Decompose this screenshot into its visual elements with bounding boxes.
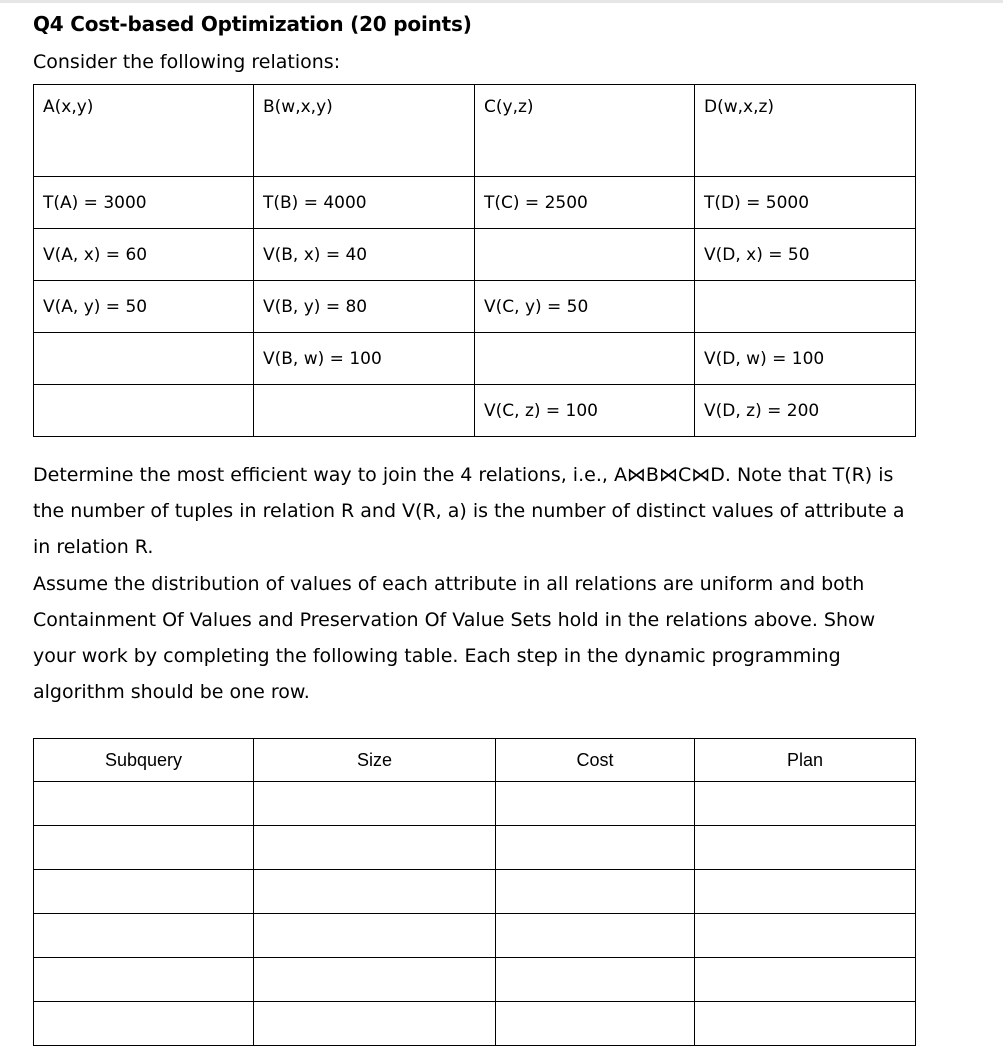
table-row: [34, 333, 916, 385]
stat-cell: V(D, w) = 100: [695, 333, 916, 385]
question-title: Q4 Cost-based Optimization (20 points): [33, 12, 472, 36]
stat-cell: V(C, z) = 100: [475, 385, 695, 437]
table-row: [34, 177, 916, 229]
intro-text: Consider the following relations:: [33, 51, 341, 73]
column-header-size: Size: [254, 739, 496, 782]
table-row: [34, 229, 916, 281]
empty-cell[interactable]: [254, 958, 496, 1002]
stat-cell: [475, 229, 695, 281]
stat-cell: [254, 385, 475, 437]
stat-cell: V(A, x) = 60: [34, 229, 254, 281]
empty-cell[interactable]: [496, 914, 695, 958]
stat-cell: V(B, y) = 80: [254, 281, 475, 333]
empty-cell[interactable]: [695, 870, 916, 914]
table-row: [34, 782, 916, 826]
plan-table: [33, 738, 916, 1046]
table-row: [34, 281, 916, 333]
stat-cell: V(D, z) = 200: [695, 385, 916, 437]
stat-cell: V(B, w) = 100: [254, 333, 475, 385]
table-row: [34, 914, 916, 958]
relations-header-row: [34, 85, 916, 177]
empty-cell[interactable]: [34, 914, 254, 958]
stat-cell: [34, 385, 254, 437]
assumptions-paragraph: Assume the distribution of values of each attribute in all relations are uniform and both Containment Of Values and Preservation Of Value Sets hold in the relations above. Show your work by completing the following table. Each step in the dynamic programming algorithm should be one row.: [33, 573, 876, 703]
relation-header: D(w,x,z): [695, 85, 916, 177]
empty-cell[interactable]: [254, 870, 496, 914]
stat-cell: T(C) = 2500: [475, 177, 695, 229]
stat-cell: T(B) = 4000: [254, 177, 475, 229]
plan-header-row: [34, 739, 916, 782]
empty-cell[interactable]: [254, 914, 496, 958]
column-header-plan: Plan: [695, 739, 916, 782]
relation-header: B(w,x,y): [254, 85, 475, 177]
stat-cell: V(C, y) = 50: [475, 281, 695, 333]
table-row: [34, 385, 916, 437]
relation-header: A(x,y): [34, 85, 254, 177]
empty-cell[interactable]: [254, 826, 496, 870]
relations-table: [33, 84, 916, 437]
relation-header: C(y,z): [475, 85, 695, 177]
empty-cell[interactable]: [34, 870, 254, 914]
empty-cell[interactable]: [496, 826, 695, 870]
stat-cell: [475, 333, 695, 385]
table-row: [34, 958, 916, 1002]
empty-cell[interactable]: [34, 826, 254, 870]
stat-cell: [695, 281, 916, 333]
empty-cell[interactable]: [496, 782, 695, 826]
stat-cell: V(A, y) = 50: [34, 281, 254, 333]
empty-cell[interactable]: [695, 914, 916, 958]
empty-cell[interactable]: [695, 826, 916, 870]
stat-cell: [34, 333, 254, 385]
instructions-paragraph: Determine the most efficient way to join the 4 relations, i.e., A⋈B⋈C⋈D. Note that T(R) is the number of tuples in relation R and V(R, a) is the number of distinct values of attribute a in relation R.: [33, 464, 905, 558]
empty-cell[interactable]: [695, 958, 916, 1002]
empty-cell[interactable]: [496, 958, 695, 1002]
stat-cell: V(B, x) = 40: [254, 229, 475, 281]
top-border: [0, 0, 1003, 3]
table-row: [34, 826, 916, 870]
stat-cell: V(D, x) = 50: [695, 229, 916, 281]
stat-cell: T(D) = 5000: [695, 177, 916, 229]
empty-cell[interactable]: [254, 782, 496, 826]
empty-cell[interactable]: [34, 958, 254, 1002]
stat-cell: T(A) = 3000: [34, 177, 254, 229]
empty-cell[interactable]: [496, 870, 695, 914]
table-row: [34, 870, 916, 914]
empty-cell[interactable]: [695, 782, 916, 826]
empty-cell[interactable]: [34, 782, 254, 826]
column-header-cost: Cost: [496, 739, 695, 782]
column-header-subquery: Subquery: [34, 739, 254, 782]
